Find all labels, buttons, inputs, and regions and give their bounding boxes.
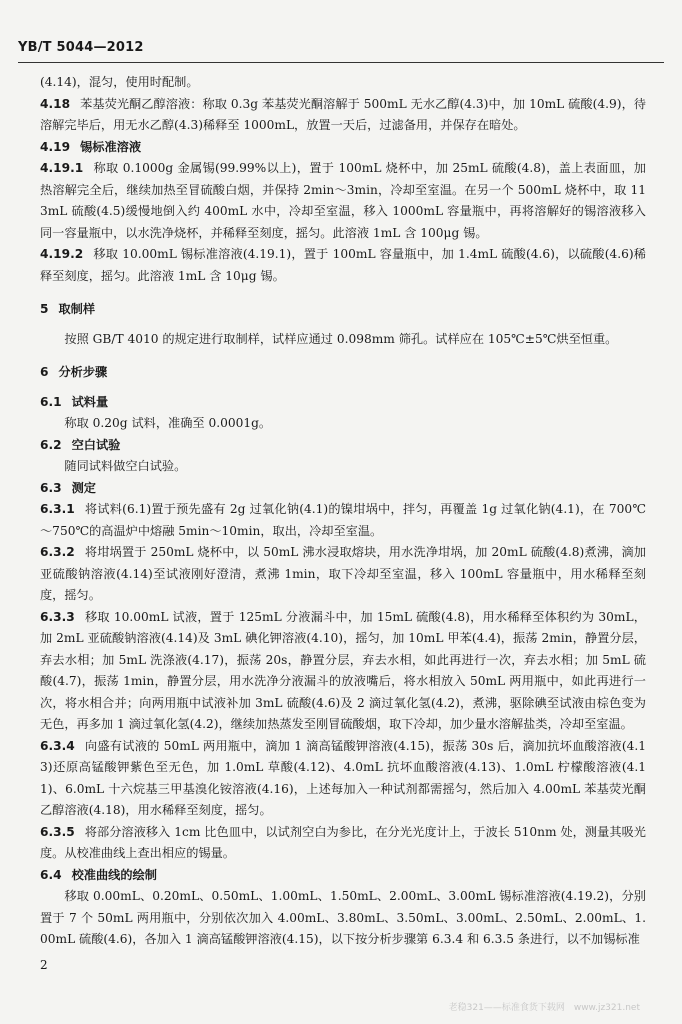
clause-number: 6 (40, 365, 49, 379)
clause-paragraph (40, 94, 646, 137)
heading-text: 测定 (71, 480, 96, 495)
page-number: 2 (40, 958, 48, 972)
paragraph-text: 称取 0.1000g 金属锡(99.99%以上)，置于 100mL 烧杯中，加 25mL 硫酸(4.8)，盖上表面皿，加热溶解完全后，继续加热至冒硫酸白烟，并保持 2min～3min，冷却至室温。在另一个 500mL 烧杯中，取 113mL 硫酸(4.5)缓慢地倒入约 400mL 水中，冷却至室温，移入 1000mL 容量瓶中，再将溶解好的锡溶液移入同一容量瓶中，以水洗净烧杯，并稀释至刻度，摇匀。此溶液 1mL 含 100μg 锡。 (40, 161, 646, 240)
clause-paragraph (40, 542, 646, 607)
clause-heading (40, 478, 646, 500)
paragraph-text: 随同试料做空白试验。 (64, 459, 187, 473)
clause-paragraph (40, 607, 646, 736)
spacer (40, 321, 646, 329)
heading-text: 试料量 (71, 394, 109, 409)
clause-number: 4.19.2 (40, 247, 84, 261)
clause-number: 6.1 (40, 394, 62, 409)
body-paragraph (40, 886, 646, 951)
paragraph-text: 苯基荧光酮乙醇溶液：称取 0.3g 苯基荧光酮溶解于 500mL 无水乙醇(4.3)中，加 10mL 硫酸(4.9)，待溶解完毕后，用无水乙醇(4.3)稀释至 1000mL，放置一天后，过滤备用，并保存在暗处。 (40, 96, 646, 132)
clause-number: 6.3.4 (40, 738, 75, 753)
document-body (40, 72, 646, 951)
paragraph-text: 将部分溶液移入 1cm 比色皿中，以试剂空白为参比，在分光光度计上，于波长 510nm 处，测量其吸光度。从校准曲线上查出相应的锡量。 (40, 824, 646, 860)
clause-number: 6.3.1 (40, 502, 75, 516)
clause-number: 6.2 (40, 437, 62, 452)
paragraph-text: 移取 10.00mL 试液，置于 125mL 分液漏斗中，加 15mL 硫酸(4.8)，用水稀释至体积约为 30mL，加 2mL 亚硫酸钠溶液(4.14)及 3mL 碘化钾溶液(4.10)，摇匀，加 10mL 甲苯(4.4)，振荡 2min，静置分层，弃去水相；加 5mL 洗涤液(4.17)，振荡 20s，静置分层，弃去水相，如此再进行一次，弃去水相；加 5mL 硫酸(4.7)，振荡 1min，静置分层，用水洗净分液漏斗的放液嘴后，将水相放入 50mL 两用瓶中，如此再进行一次，将水相合并；向两用瓶中试液补加 3mL 硫酸(4.6)及 2 滴过氧化氢(4.2)，煮沸，驱除碘至试液由棕色变为无色，再多加 1 滴过氧化氢(4.2)，继续加热蒸发至刚冒硫酸烟，取下冷却，加少量水溶解盐类，冷却至室温。 (40, 609, 646, 731)
heading-text: 校准曲线的绘制 (71, 867, 157, 882)
clause-heading (40, 137, 646, 159)
footer-watermark: 老稳321——标准食货下载网 www.jz321.net (448, 1003, 640, 1013)
standard-code-header: YB/T 5044—2012 (18, 40, 144, 55)
paragraph-text: 将坩埚置于 250mL 烧杯中，以 50mL 沸水浸取熔块，用水洗净坩埚，加 20mL 硫酸(4.8)煮沸，滴加亚硫酸钠溶液(4.14)至试液刚好澄清，煮沸 1min，取下冷却至室温，移入 100mL 容量瓶中，用水稀释至刻度，摇匀。 (40, 545, 646, 602)
paragraph-text: 按照 GB/T 4010 的规定进行取制样，试样应通过 0.098mm 筛孔。试样应在 105℃±5℃烘至恒重。 (64, 331, 618, 346)
body-paragraph (40, 413, 646, 435)
paragraph-text: 向盛有试液的 50mL 两用瓶中，滴加 1 滴高锰酸钾溶液(4.15)，振荡 30s 后，滴加抗坏血酸溶液(4.13)还原高锰酸钾紫色至无色，加 1.0mL 草酸(4.12)、4.0mL 抗坏血酸溶液(4.13)、1.0mL 柠檬酸溶液(4.11)、6.0mL 十六烷基三甲基溴化铵溶液(4.16)，上述每加入一种试剂都需摇匀，然后加入 4.00mL 苯基荧光酮乙醇溶液(4.18)，用水稀释至刻度，摇匀。 (40, 738, 646, 817)
clause-number: 6.3.2 (40, 545, 75, 559)
spacer (40, 350, 646, 362)
body-paragraph (40, 456, 646, 478)
heading-text: 锡标准溶液 (80, 139, 142, 154)
spacer (40, 384, 646, 392)
clause-number: 5 (40, 302, 49, 316)
paragraph-text: 移取 0.00mL、0.20mL、0.50mL、1.00mL、1.50mL、2.00mL、3.00mL 锡标准溶液(4.19.2)，分别置于 7 个 50mL 两用瓶中，分别依次加入 4.00mL、3.80mL、3.50mL、3.00mL、2.50mL、2.00mL、1.00mL 硫酸(4.6)，各加入 1 滴高锰酸钾溶液(4.15)，以下按分析步骤第 6.3.4 和 6.3.5 条进行，以不加锡标准 (40, 889, 646, 946)
clause-paragraph (40, 158, 646, 244)
body-paragraph (40, 329, 646, 351)
paragraph-text: (4.14)，混匀，使用时配制。 (40, 75, 199, 89)
section-heading (40, 362, 646, 384)
clause-number: 6.3.3 (40, 609, 75, 624)
heading-text: 取制样 (58, 302, 96, 316)
clause-paragraph (40, 72, 646, 94)
clause-heading (40, 865, 646, 887)
spacer (40, 287, 646, 299)
clause-number: 4.19.1 (40, 161, 84, 175)
clause-number: 6.3.5 (40, 824, 75, 839)
heading-text: 空白试验 (71, 437, 121, 452)
heading-text: 分析步骤 (58, 365, 108, 379)
clause-heading (40, 435, 646, 457)
clause-number: 4.18 (40, 96, 71, 111)
clause-paragraph (40, 736, 646, 822)
clause-paragraph (40, 244, 646, 287)
clause-number: 6.4 (40, 867, 62, 882)
clause-number: 4.19 (40, 139, 71, 154)
clause-paragraph (40, 499, 646, 542)
section-heading (40, 299, 646, 321)
clause-heading (40, 392, 646, 414)
clause-paragraph (40, 822, 646, 865)
clause-number: 6.3 (40, 480, 62, 495)
paragraph-text: 将试料(6.1)置于预先盛有 2g 过氧化钠(4.1)的镍坩埚中，拌匀，再覆盖 1g 过氧化钠(4.1)，在 700℃～750℃的高温炉中熔融 5min～10min，取出，冷却至室温。 (40, 502, 646, 538)
paragraph-text: 移取 10.00mL 锡标准溶液(4.19.1)，置于 100mL 容量瓶中，加 1.4mL 硫酸(4.6)，以硫酸(4.6)稀释至刻度，摇匀。此溶液 1mL 含 10μg 锡。 (40, 247, 646, 283)
header-rule (18, 62, 664, 63)
paragraph-text: 称取 0.20g 试料，准确至 0.0001g。 (64, 416, 272, 430)
